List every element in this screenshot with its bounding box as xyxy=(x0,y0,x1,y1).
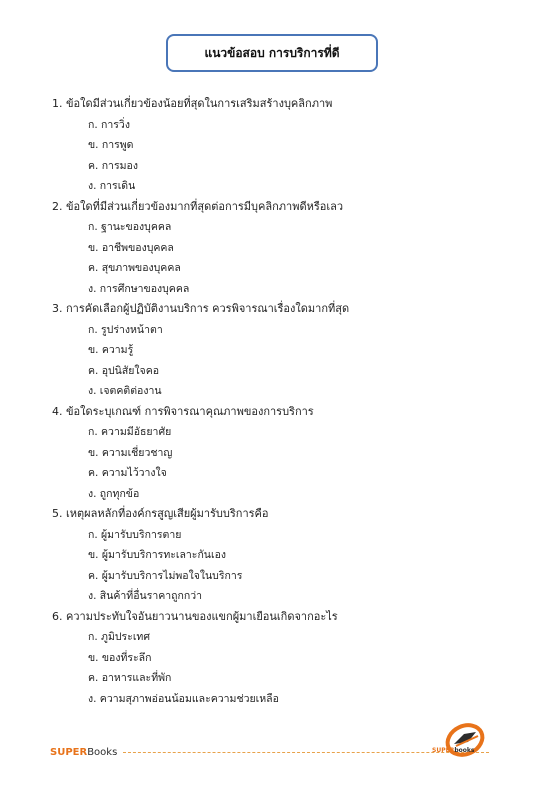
question-list xyxy=(52,94,522,709)
choice: ง. เจตคติต่องาน xyxy=(88,385,162,397)
question-5 xyxy=(52,504,522,607)
page-title-text: แนวข้อสอบ การบริการที่ดี xyxy=(204,45,340,60)
question-text: 1. ข้อใดมีส่วนเกี่ยวข้องน้อยที่สุดในการเสริมสร้างบุคลิกภาพ xyxy=(52,97,333,110)
choice: ง. การศึกษาของบุคคล xyxy=(88,282,190,295)
logo-text-books: books xyxy=(454,747,475,754)
choice: ก. ฐานะของบุคคล xyxy=(88,221,172,233)
choice: ค. อาหารและที่พัก xyxy=(88,672,172,684)
question-6 xyxy=(52,607,522,710)
choice: ข. ผู้มารับบริการทะเลาะกันเอง xyxy=(88,549,227,561)
choice: ง. การเดิน xyxy=(88,180,136,192)
question-text: 3. การคัดเลือกผู้ปฏิบัติงานบริการ ควรพิจารณาเรื่องใดมากที่สุด xyxy=(52,302,350,315)
question-text: 4. ข้อใดระบุเกณฑ์ การพิจารณาคุณภาพของการบริการ xyxy=(52,404,314,418)
question-1 xyxy=(52,94,522,197)
choice: ข. อาชีพของบุคคล xyxy=(88,241,174,254)
footer-brand xyxy=(50,747,117,758)
question-4 xyxy=(52,402,522,505)
choice: ข. ของที่ระลึก xyxy=(88,651,152,664)
choice: ค. การมอง xyxy=(88,159,138,172)
choice: ง. ถูกทุกข้อ xyxy=(88,487,140,500)
question-text: 5. เหตุผลหลักที่องค์กรสูญเสียผู้มารับบริการคือ xyxy=(52,507,269,520)
choice: ค. อุปนิสัยใจคอ xyxy=(88,364,160,377)
footer-brand-books: Books xyxy=(87,746,118,758)
choice: ก. การวิ่ง xyxy=(88,118,130,131)
choice: ข. ความเชี่ยวชาญ xyxy=(88,446,173,459)
superbooks-logo-icon xyxy=(434,716,496,764)
choice: ก. ความมีอัธยาศัย xyxy=(88,426,172,438)
choice: ข. ความรู้ xyxy=(88,344,134,356)
logo-text xyxy=(432,747,474,754)
question-3 xyxy=(52,299,522,402)
choice: ค. ผู้มารับบริการไม่พอใจในบริการ xyxy=(88,569,243,582)
choice: ก. ภูมิประเทศ xyxy=(88,631,150,643)
choice: ค. ความไว้วางใจ xyxy=(88,467,167,479)
question-text: 6. ความประทับใจอันยาวนานของแขกผู้มาเยือนเกิดจากอะไร xyxy=(52,609,338,623)
choice: ก. รูปร่างหน้าตา xyxy=(88,323,163,336)
footer-brand-super: SUPER xyxy=(50,746,88,758)
choice: ค. สุขภาพของบุคคล xyxy=(88,262,181,274)
choice: ก. ผู้มารับบริการตาย xyxy=(88,528,182,541)
footer xyxy=(50,745,495,759)
logo-text-super: SUPER xyxy=(432,747,455,754)
choice: ง. ความสุภาพอ่อนน้อมและความช่วยเหลือ xyxy=(88,692,279,705)
choice: ง. สินค้าที่อื่นราคาถูกกว่า xyxy=(88,590,203,602)
question-text: 2. ข้อใดที่มีส่วนเกี่ยวข้องมากที่สุดต่อการมีบุคลิกภาพดีหรือเลว xyxy=(52,199,344,213)
choice: ข. การพูด xyxy=(88,139,134,151)
page-title xyxy=(166,34,378,72)
question-2 xyxy=(52,197,522,300)
